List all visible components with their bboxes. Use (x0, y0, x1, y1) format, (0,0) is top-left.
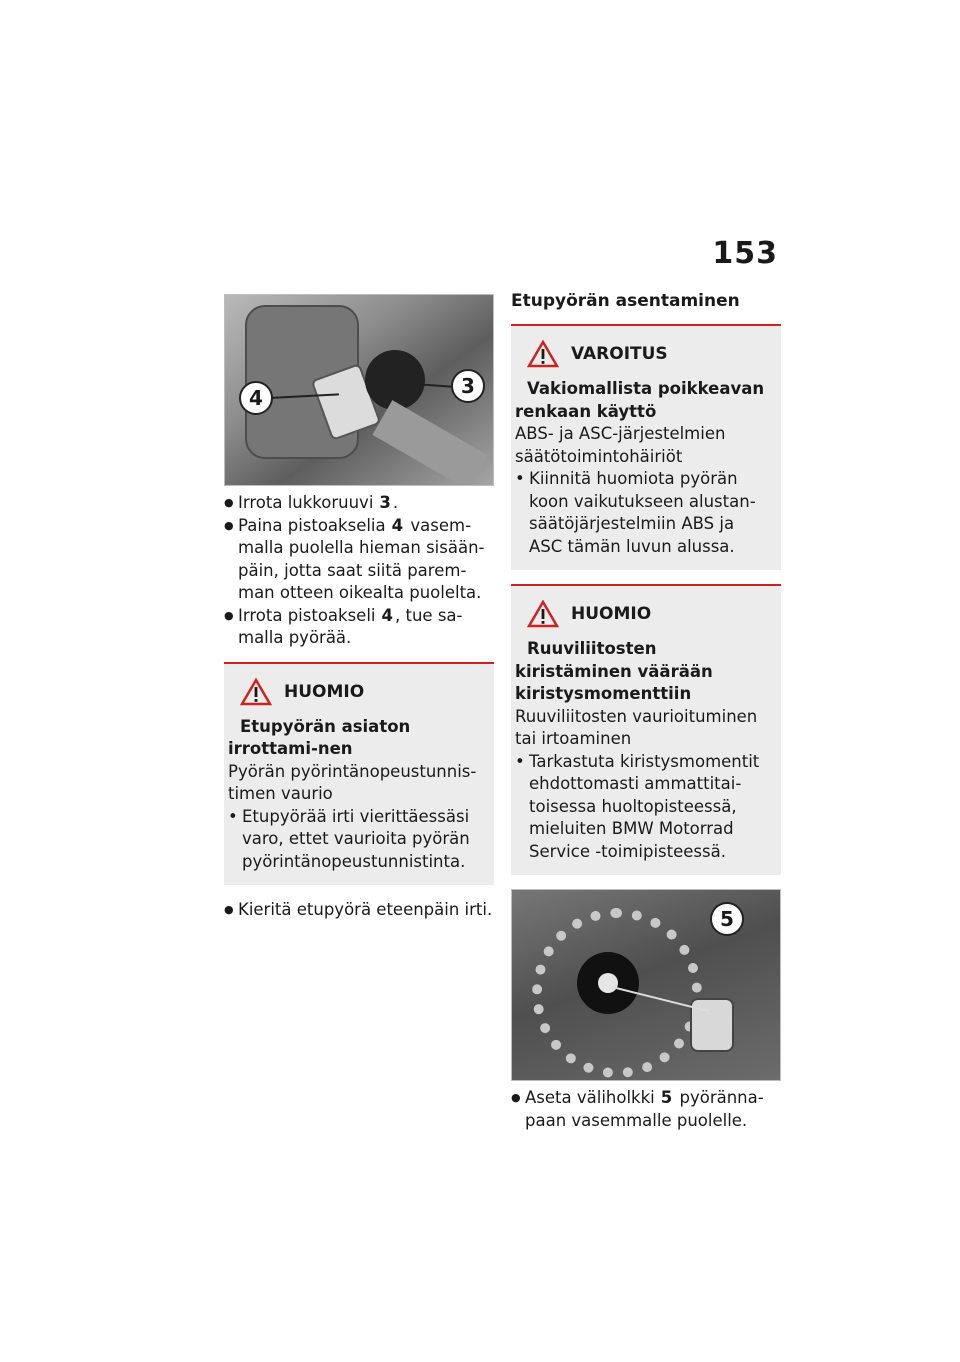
notice-header (240, 678, 484, 706)
notice-text: Ruuviliitosten vaurioituminen tai irtoaminen (515, 706, 758, 748)
step-item: ● Kieritä etupyörä eteenpäin irti. (224, 899, 494, 922)
step-item (224, 605, 494, 650)
notice-list (228, 806, 484, 874)
step-ref: 4 (391, 515, 404, 535)
notice-box (511, 584, 781, 875)
warning-triangle-icon (527, 600, 559, 628)
notice-label: HUOMIO (571, 604, 652, 624)
callout-4: 4 (239, 381, 273, 415)
steps-list-b (224, 899, 494, 922)
warning-label: VAROITUS (571, 344, 668, 364)
step-item (511, 1087, 781, 1132)
notice-title: Etupyörän asiaton irrottami-nen (228, 716, 411, 758)
warning-triangle-icon (527, 340, 559, 368)
notice-title: Ruuviliitosten kiristäminen väärään kiristysmomenttiin (515, 639, 713, 703)
section-heading: Etupyörän asentaminen (511, 291, 740, 311)
callout-3: 3 (451, 369, 485, 403)
brake-caliper-figure (224, 294, 494, 486)
step-text: pyöränna-paan vasemmalle puolelle. (525, 1088, 764, 1130)
steps-list-a (224, 492, 494, 650)
notice-label: HUOMIO (284, 681, 365, 702)
notice-header (527, 600, 771, 628)
notice-item: • Etupyörää irti vierittäessäsi varo, ettet vaurioita pyörän pyörintänopeustunnistinta. (228, 806, 484, 874)
step-text: , tue sa-malla pyörää. (238, 605, 463, 647)
warning-item: • Kiinnitä huomiota pyörän koon vaikutukseen alustan-säätöjärjestelmiin ABS ja ASC tämän luvun alussa. (515, 468, 771, 558)
page-number: 153 (712, 236, 778, 271)
left-column (224, 294, 494, 922)
step-text: Irrota pistoakseli (238, 605, 376, 625)
step-text: Aseta väliholkki (525, 1088, 655, 1107)
step-text: Irrota lukkoruuvi (238, 493, 374, 512)
step-text: Paina pistoakselia (238, 515, 386, 535)
callout-5: 5 (710, 902, 744, 936)
step-item (224, 492, 494, 515)
step-item (224, 515, 494, 605)
right-column (511, 290, 781, 1132)
warning-header (527, 340, 771, 368)
hub-core-shape (598, 973, 618, 993)
warning-list (515, 468, 771, 558)
notice-list (515, 751, 771, 864)
warning-title: Vakiomallista poikkeavan renkaan käyttö (515, 379, 765, 421)
wheel-hub-figure (511, 889, 781, 1081)
step-text: vasem-malla puolella hieman sisään-päin, jotta saat siitä parem-man otteen oikealta puolelta. (238, 515, 485, 602)
notice-box (224, 662, 494, 886)
notice-item: • Tarkastuta kiristysmomentit ehdottomasti ammattitai-toisessa huoltopisteessä, mieluiten BMW Motorrad Service -toimipisteessä. (515, 751, 771, 864)
step-ref: 4 (381, 605, 393, 625)
notice-text: Pyörän pyörintänopeustunnis-timen vaurio (228, 761, 477, 803)
warning-text: ABS- ja ASC-järjestelmien säätötoimintohäiriöt (515, 424, 726, 466)
warning-triangle-icon (240, 678, 272, 706)
step-text: . (392, 493, 399, 512)
steps-list-c (511, 1087, 781, 1132)
step-ref: 5 (660, 1088, 673, 1107)
warning-box (511, 324, 781, 570)
step-ref: 3 (379, 493, 391, 512)
fork-shape (372, 400, 487, 486)
